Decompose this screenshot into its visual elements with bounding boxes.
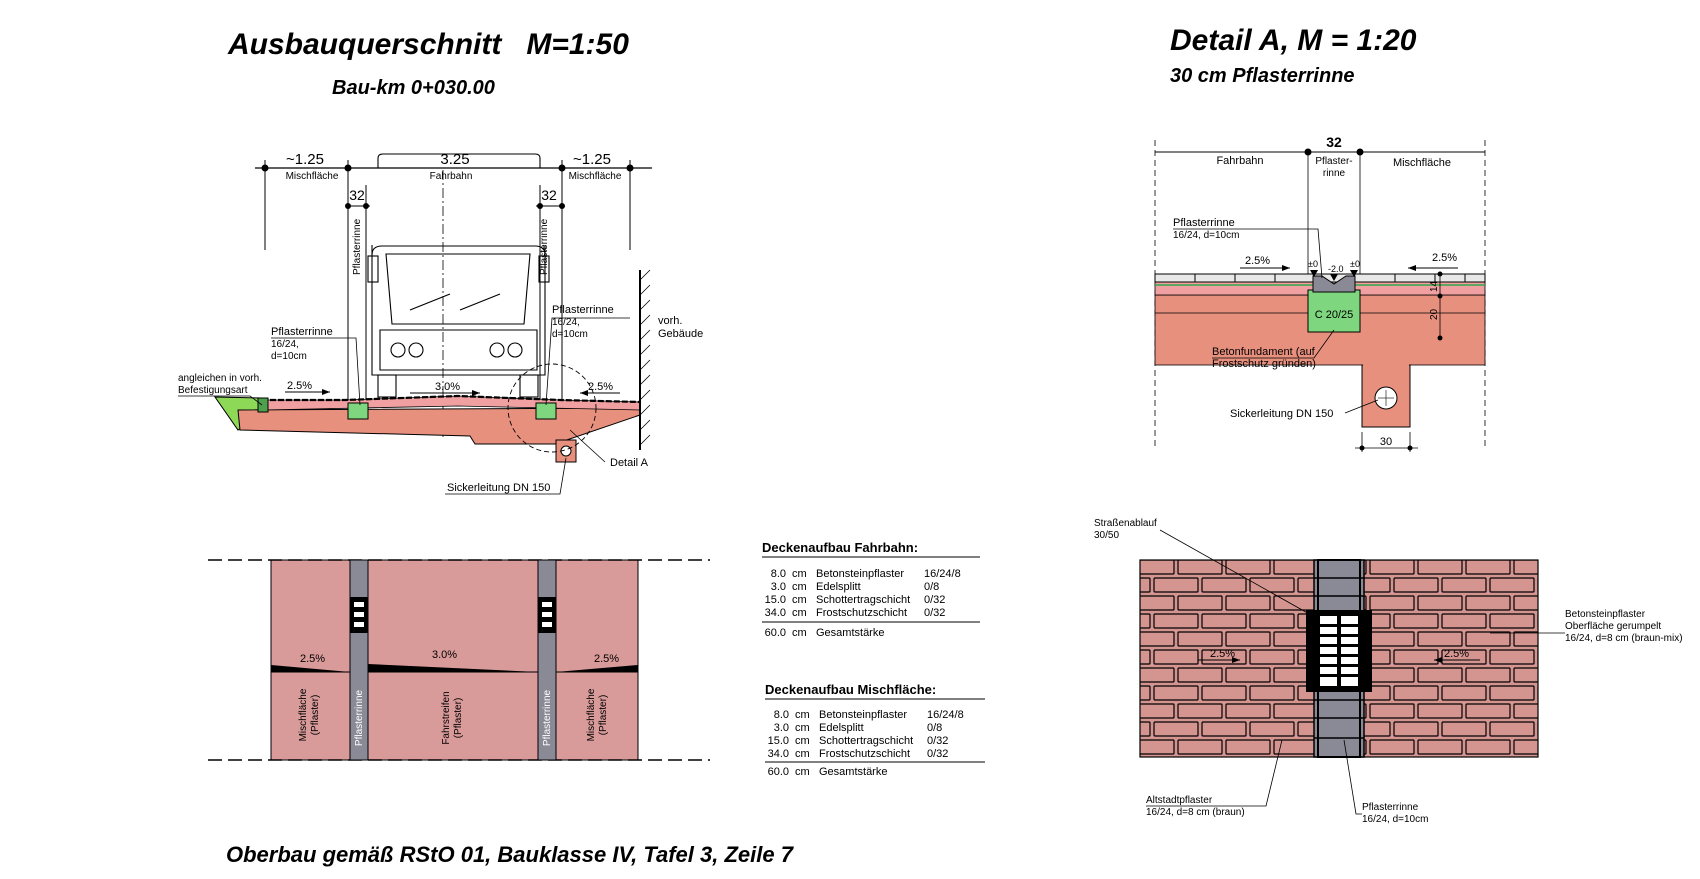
layer-total-thickness: 60.0 (767, 766, 789, 778)
layer-total-unit: cm (792, 627, 807, 639)
detail-plan (1094, 518, 1683, 825)
detail-a-ref: Detail A (610, 457, 648, 469)
pflasterrinne-left-2: 16/24, (271, 339, 299, 350)
detail-a-section (1155, 134, 1485, 452)
detail-label-mischflaeche: Mischfläche (1392, 157, 1452, 169)
layer-thickness: 8.0 (773, 709, 789, 721)
layer-unit: cm (792, 568, 807, 580)
detail-pflasterrinne-1: Pflasterrinne (1173, 217, 1235, 229)
dim-20: 20 (1429, 308, 1440, 320)
station-label: Bau-km 0+030.00 (332, 77, 495, 99)
slope-right: 2.5% (588, 381, 614, 393)
main-title: Ausbauquerschnitt M=1:50 (228, 28, 629, 61)
layer-total-unit: cm (795, 766, 810, 778)
layer-thickness: 34.0 (764, 607, 786, 619)
label-mischflaeche-right: Mischfläche (568, 171, 622, 182)
label-fahrbahn: Fahrbahn (429, 171, 473, 182)
building-label-1: vorh. (658, 315, 683, 327)
layer-thickness: 34.0 (767, 748, 789, 760)
level-center: -2.0 (1328, 264, 1344, 274)
layer-total-material: Gesamtstärke (816, 627, 885, 639)
betonsteinpflaster-1: Betonsteinpflaster (1565, 609, 1646, 620)
plan-slope-center: 3.0% (432, 649, 458, 661)
gutter-vertical-left: Pflasterrinne (352, 218, 363, 275)
layer-total-material: Gesamtstärke (819, 766, 888, 778)
slope-center: 3.0% (435, 381, 461, 393)
concrete-label: C 20/25 (1314, 309, 1354, 321)
strip-mischflaeche-left-1: Mischfläche (298, 688, 309, 742)
sickerleitung-label: Sickerleitung DN 150 (447, 482, 551, 494)
layer-thickness: 15.0 (764, 594, 786, 606)
layers-fahrbahn-table (762, 540, 980, 639)
layers-mischflaeche-table (765, 682, 985, 778)
layer-unit: cm (795, 709, 810, 721)
altstadtpflaster-1: Altstadtpflaster (1146, 795, 1213, 806)
plan-slope-left: 2.5% (300, 653, 326, 665)
pflasterrinne-right-1: Pflasterrinne (552, 304, 614, 316)
pflasterrinne-right-3: d=10cm (552, 329, 588, 340)
label-mischflaeche-left: Mischfläche (285, 171, 339, 182)
pflasterrinne-right-2: 16/24, (552, 317, 580, 328)
strassenablauf-2: 30/50 (1094, 530, 1120, 541)
layer-thickness: 3.0 (770, 581, 786, 593)
layer-material: Frostschutzschicht (819, 748, 911, 760)
betonsteinpflaster-3: 16/24, d=8 cm (braun-mix) (1565, 633, 1683, 644)
layer-material: Edelsplitt (819, 722, 864, 734)
plan-pflasterrinne-2: 16/24, d=10cm (1362, 814, 1429, 825)
altstadtpflaster-2: 16/24, d=8 cm (braun) (1146, 807, 1245, 818)
layer-material: Schottertragschicht (816, 594, 911, 606)
strip-fahrstreifen-2: (Pflaster) (453, 697, 464, 739)
building-label-2: Gebäude (658, 328, 704, 340)
dim-right: ~1.25 (573, 151, 611, 168)
layer-material: Schottertragschicht (819, 735, 914, 747)
dim-center: 3.25 (440, 151, 470, 168)
layer-unit: cm (795, 735, 810, 747)
dim-14: 14 (1429, 280, 1440, 292)
layer-spec: 0/32 (924, 607, 946, 619)
plan-pflasterrinne-1: Pflasterrinne (1362, 802, 1419, 813)
layer-spec: 0/32 (924, 594, 946, 606)
gutter-width-left: 32 (349, 187, 365, 203)
cross-section (178, 151, 703, 494)
strip-fahrstreifen-1: Fahrstreifen (441, 691, 452, 745)
strip-gutter-left: Pflasterrinne (354, 689, 365, 747)
detail-label-fahrbahn: Fahrbahn (1216, 155, 1264, 167)
layer-unit: cm (792, 594, 807, 606)
dim-left: ~1.25 (286, 151, 324, 168)
detail-slope-left: 2.5% (1245, 255, 1271, 267)
truck-outline (368, 154, 549, 397)
layer-unit: cm (792, 607, 807, 619)
layer-material: Frostschutzschicht (816, 607, 908, 619)
layer-thickness: 3.0 (773, 722, 789, 734)
detail-slope-right: 2.5% (1432, 252, 1458, 264)
detail-sickerleitung: Sickerleitung DN 150 (1230, 408, 1334, 420)
layer-thickness: 8.0 (770, 568, 786, 580)
layers-fahrbahn-heading: Deckenaufbau Fahrbahn: (762, 540, 919, 555)
slope-left: 2.5% (287, 380, 313, 392)
strip-gutter-right: Pflasterrinne (542, 689, 553, 747)
layer-material: Betonsteinpflaster (816, 568, 905, 580)
layers-mischflaeche-heading: Deckenaufbau Mischfläche: (765, 682, 937, 697)
detail-subtitle: 30 cm Pflasterrinne (1170, 65, 1355, 87)
detail-pflasterrinne-2: 16/24, d=10cm (1173, 230, 1240, 241)
layer-unit: cm (792, 581, 807, 593)
gutter-width-right: 32 (541, 187, 557, 203)
layer-material: Edelsplitt (816, 581, 861, 593)
layer-unit: cm (795, 748, 810, 760)
layer-spec: 0/8 (927, 722, 943, 734)
layer-material: Betonsteinpflaster (819, 709, 908, 721)
layer-thickness: 15.0 (767, 735, 789, 747)
angleichen-1: angleichen in vorh. (178, 373, 262, 384)
strip-mischflaeche-right-2: (Pflaster) (598, 694, 609, 736)
layer-total-thickness: 60.0 (764, 627, 786, 639)
layer-spec: 16/24/8 (924, 568, 961, 580)
fundament-1: Betonfundament (auf (1212, 346, 1315, 358)
layer-spec: 0/32 (927, 735, 949, 747)
plan-detail-slope-left: 2.5% (1210, 648, 1236, 660)
gutter-vertical-right: Pflasterrinne (539, 218, 550, 275)
layer-spec: 0/8 (924, 581, 940, 593)
detail-title: Detail A, M = 1:20 (1170, 24, 1417, 57)
pflasterrinne-left-1: Pflasterrinne (271, 326, 333, 338)
detail-label-gutter-2: rinne (1322, 168, 1346, 179)
layer-unit: cm (795, 722, 810, 734)
dim-bottom: 30 (1379, 436, 1393, 448)
fundament-2: Frostschutz gründen) (1212, 358, 1316, 370)
level-left: ±0 (1308, 259, 1318, 269)
layer-spec: 0/32 (927, 748, 949, 760)
footer-note: Oberbau gemäß RStO 01, Bauklasse IV, Tafel 3, Zeile 7 (226, 842, 793, 867)
layer-spec: 16/24/8 (927, 709, 964, 721)
angleichen-2: Befestigungsart (178, 385, 248, 396)
betonsteinpflaster-2: Oberfläche gerumpelt (1565, 621, 1662, 632)
pflasterrinne-left-3: d=10cm (271, 351, 307, 362)
strassenablauf-1: Straßenablauf (1094, 518, 1157, 529)
plan-view (208, 560, 710, 760)
strip-mischflaeche-right-1: Mischfläche (586, 688, 597, 742)
detail-label-gutter-1: Pflaster- (1315, 156, 1353, 167)
strip-mischflaeche-left-2: (Pflaster) (310, 694, 321, 736)
detail-dim-top: 32 (1326, 134, 1342, 150)
plan-detail-slope-right: 2.5% (1444, 648, 1470, 660)
level-right: ±0 (1350, 259, 1360, 269)
plan-slope-right: 2.5% (594, 653, 620, 665)
